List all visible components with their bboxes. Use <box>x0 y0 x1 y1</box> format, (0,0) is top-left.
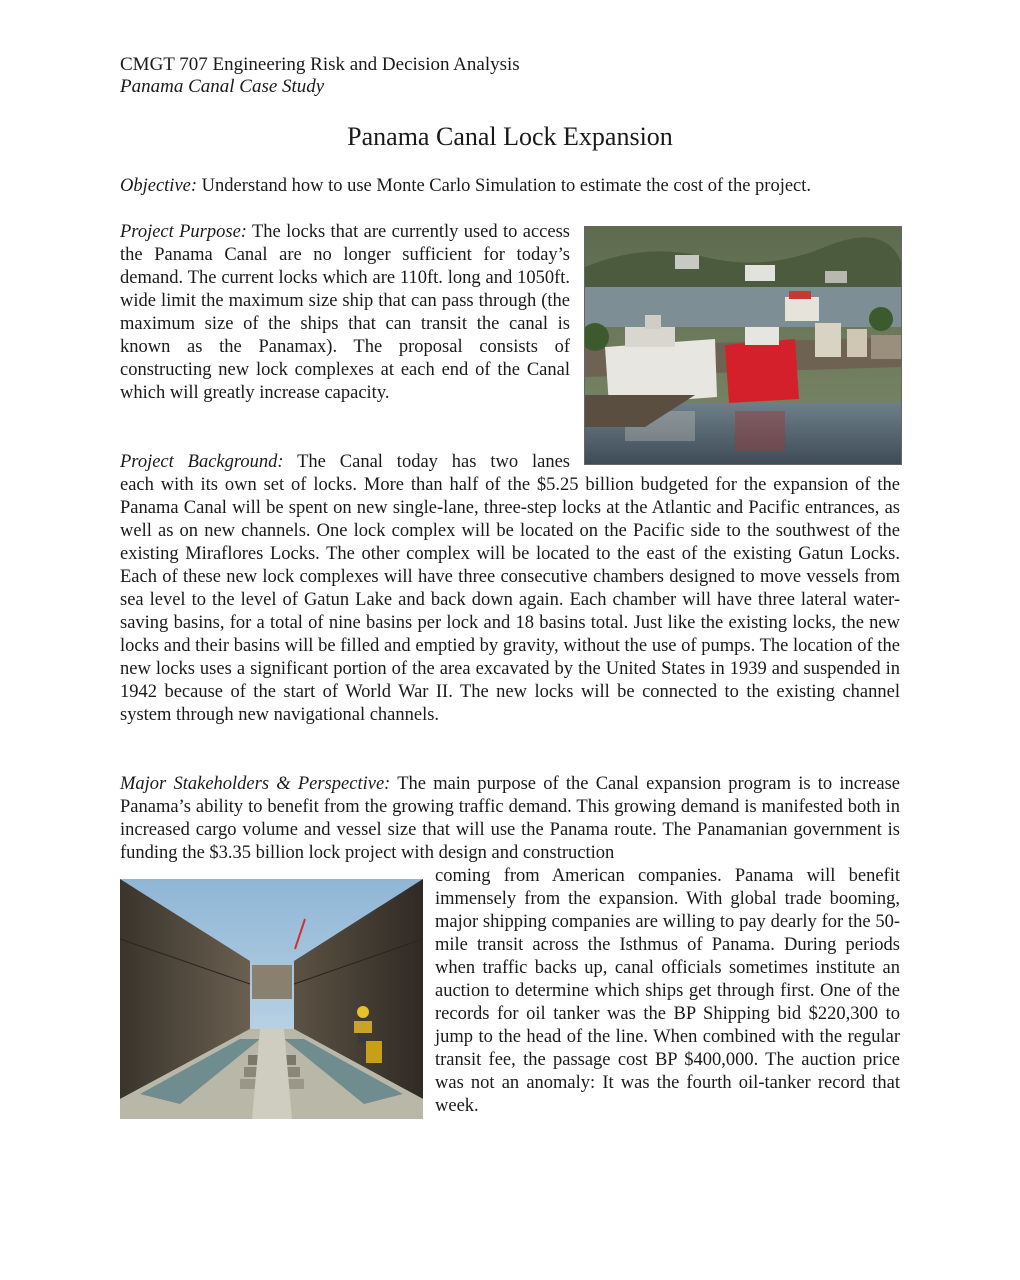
project-purpose-paragraph <box>120 221 570 405</box>
empty-lock-chamber-photo <box>120 879 423 1119</box>
objective-paragraph <box>120 175 920 198</box>
project-background-paragraph: each with its own set of locks. More than half of the $5.25 billion budgeted for the expansion of the Panama Canal will be spent on new single-lane, three-step locks at the Atlantic and Pacific entrances, as well as on new channels. One lock complex will be located on the Pacific side to the southwest of the existing Miraflores Locks. The other complex will be located to the east of the existing Gatun Locks. Each of these new lock complexes will have three consecutive chambers designed to move vessels from sea level to the level of Gatun Lake and back down again. Each chamber will have three lateral water-saving basins, for a total of nine basins per lock and 18 basins total. Just like the existing locks, the new locks and their basins will be filled and emptied by gravity, without the use of pumps. The location of the new locks uses a significant portion of the area excavated by the United States in 1939 and suspended in 1942 because of the start of World War II. The new locks will be connected to the existing channel system through new navigational channels. <box>120 475 900 725</box>
purpose-label: Project Purpose: <box>120 222 247 242</box>
stakeholders-label: Major Stakeholders & Perspective: <box>120 774 391 794</box>
background-label: Project Background: <box>120 452 284 472</box>
case-study-subheader: Panama Canal Case Study <box>120 76 325 97</box>
page-title: Panama Canal Lock Expansion <box>347 122 673 151</box>
project-background-lead <box>120 451 570 474</box>
stakeholders-paragraph-continued: coming from American companies. Panama will benefit immensely from the expansion. With global trade booming, major shipping companies are willing to pay dearly for the 50-mile transit across the Isthmus of Panama. During periods when traffic backs up, canal officials sometimes institute an auction to determine which ships get through first. One of the records for oil tanker was the BP Shipping bid $220,300 to jump to the head of the line. When combined with the regular transit fee, the passage cost BP $400,000. The auction price was not an anomaly: It was the fourth oil-tanker record that week. <box>435 866 900 1116</box>
stakeholders-text-top: The main purpose of the Canal expansion program is to increase Panama’s ability to benefit from the growing traffic demand. This growing demand is manifested both in increased cargo volume and vessel size that will use the Panama route. The Panamanian government is funding the $3.35 billion lock project with design and construction <box>120 774 900 863</box>
course-header: CMGT 707 Engineering Risk and Decision Analysis <box>120 54 520 75</box>
objective-label: Objective: <box>120 176 198 196</box>
canal-locks-ships-photo <box>584 226 902 465</box>
objective-text: Understand how to use Monte Carlo Simulation to estimate the cost of the project. <box>197 176 812 196</box>
purpose-text: The locks that are currently used to access the Panama Canal are no longer sufficient for today’s demand. The current locks which are 110ft. long and 1050ft. wide limit the maximum size ship that can pass through (the maximum size of the ships that can transit the canal is known as the Panamax). The proposal consists of constructing new lock complexes at each end of the Canal which will greatly increase capacity. <box>120 222 570 403</box>
stakeholders-paragraph <box>120 773 900 865</box>
background-lead-text: The Canal today has two lanes <box>283 452 570 472</box>
